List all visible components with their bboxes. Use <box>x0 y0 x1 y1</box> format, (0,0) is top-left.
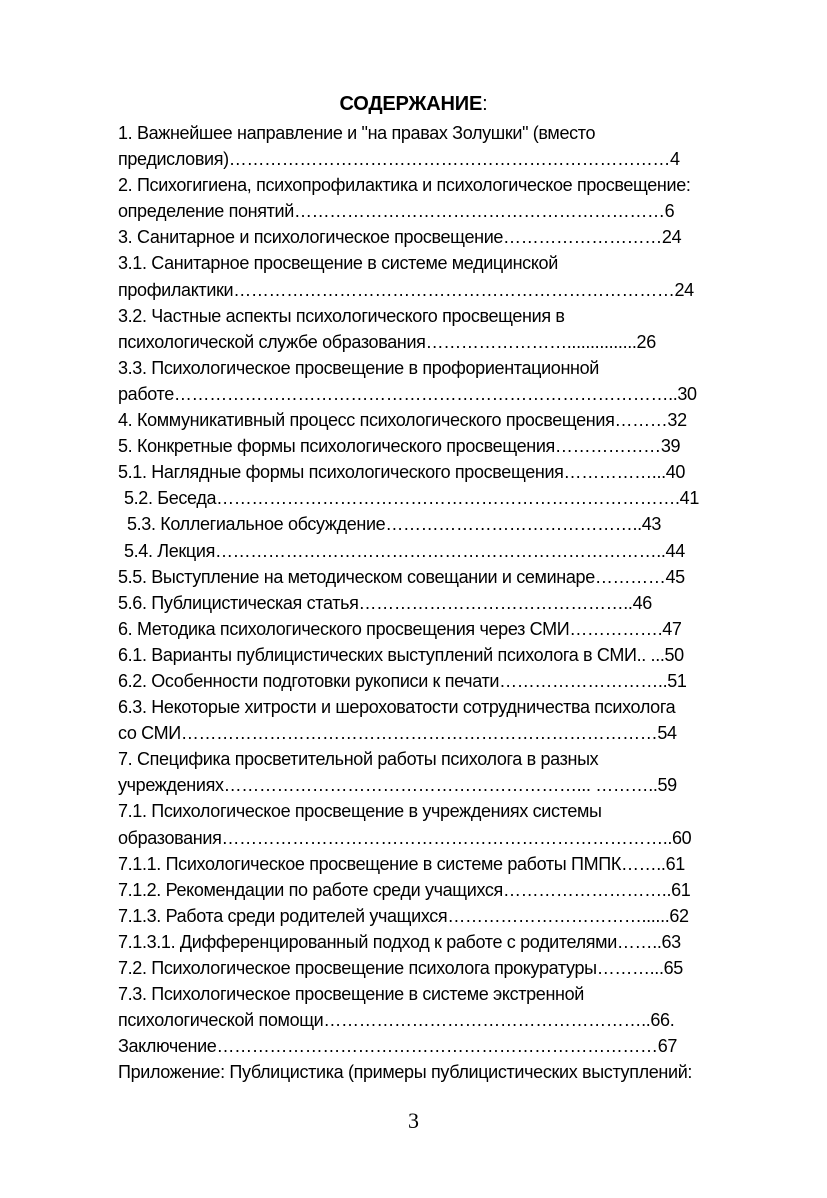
toc-line: 7.3. Психологическое просвещение в системе экстренной <box>118 984 585 1005</box>
toc-line: 3.1. Санитарное просвещение в системе медицинской <box>118 253 558 274</box>
toc-line: 5.3. Коллегиальное обсуждение……………………………………..43 <box>127 514 662 535</box>
toc-line: предисловия)…………………………………………………………………4 <box>118 149 680 170</box>
toc-line: 3.3. Психологическое просвещение в профориентационной <box>118 357 600 378</box>
page-number: 3 <box>408 1108 419 1133</box>
toc-heading-text: СОДЕРЖАНИЕ <box>339 93 483 115</box>
toc-line: 4. Коммуникативный процесс психологического просвещения………32 <box>118 410 687 431</box>
toc-line: профилактики…………………………………………………………………24 <box>118 279 694 300</box>
toc-line: 5.1. Наглядные формы психологического просвещения……………...40 <box>118 462 686 483</box>
toc-heading-colon: : <box>482 93 488 115</box>
toc-line: учреждениях……………………………………………………... ………..59 <box>118 775 677 796</box>
toc-line: 5.2. Беседа…………………………………………………………………….41 <box>124 488 699 509</box>
toc-line: Заключение…………………………………………………………………67 <box>118 1036 678 1057</box>
toc-line: образования…………………………………………………………………..60 <box>118 827 692 848</box>
toc-line: психологической службе образования……………………...............26 <box>118 331 656 352</box>
toc-heading <box>0 91 827 117</box>
toc-line: определение понятий………………………………………………………6 <box>118 201 675 222</box>
table-of-contents <box>118 120 743 1085</box>
toc-line: 5.6. Публицистическая статья………………………………………..46 <box>118 592 652 613</box>
toc-line: 7.1.1. Психологическое просвещение в системе работы ПМПК……..61 <box>118 853 685 874</box>
toc-line: 6. Методика психологического просвещения через СМИ…………….47 <box>118 618 682 639</box>
toc-line: Приложение: Публицистика (примеры публицистических выступлений: <box>118 1062 693 1083</box>
toc-line: 5.5. Выступление на методическом совещании и семинаре…………45 <box>118 566 685 587</box>
toc-line: 3. Санитарное и психологическое просвещение………………………24 <box>118 227 682 248</box>
toc-line: 7. Специфика просветительной работы психолога в разных <box>118 749 599 770</box>
toc-line: 1. Важнейшее направление и "на правах Золушки" (вместо <box>118 123 596 143</box>
toc-line: со СМИ………………………………………………………………………54 <box>118 723 677 744</box>
toc-line: 6.1. Варианты публицистических выступлений психолога в СМИ.. ...50 <box>118 644 684 665</box>
toc-line: 7.2. Психологическое просвещение психолога прокуратуры………...65 <box>118 958 683 978</box>
toc-line: 3.2. Частные аспекты психологического просвещения в <box>118 305 565 326</box>
toc-line: 6.2. Особенности подготовки рукописи к печати………………………..51 <box>118 670 687 691</box>
toc-line: 6.3. Некоторые хитрости и шероховатости сотрудничества психолога <box>118 697 676 718</box>
toc-line: 7.1. Психологическое просвещение в учреждениях системы <box>118 801 602 822</box>
toc-line: 7.1.3. Работа среди родителей учащихся……………………………......62 <box>118 905 689 926</box>
toc-line: 5. Конкретные формы психологического просвещения………………39 <box>118 436 681 457</box>
toc-line: 7.1.2. Рекомендации по работе среди учащихся………………………..61 <box>118 879 691 900</box>
toc-line: 7.1.3.1. Дифференцированный подход к работе с родителями……..63 <box>118 931 681 952</box>
toc-line: работе…………………………………………………………………………..30 <box>118 383 697 404</box>
toc-line: 2. Психогигиена, психопрофилактика и психологическое просвещение: <box>118 175 691 196</box>
toc-line: психологической помощи………………………………………………..66. <box>118 1010 675 1031</box>
toc-line: 5.4. Лекция…………………………………………………………………..44 <box>124 540 685 561</box>
